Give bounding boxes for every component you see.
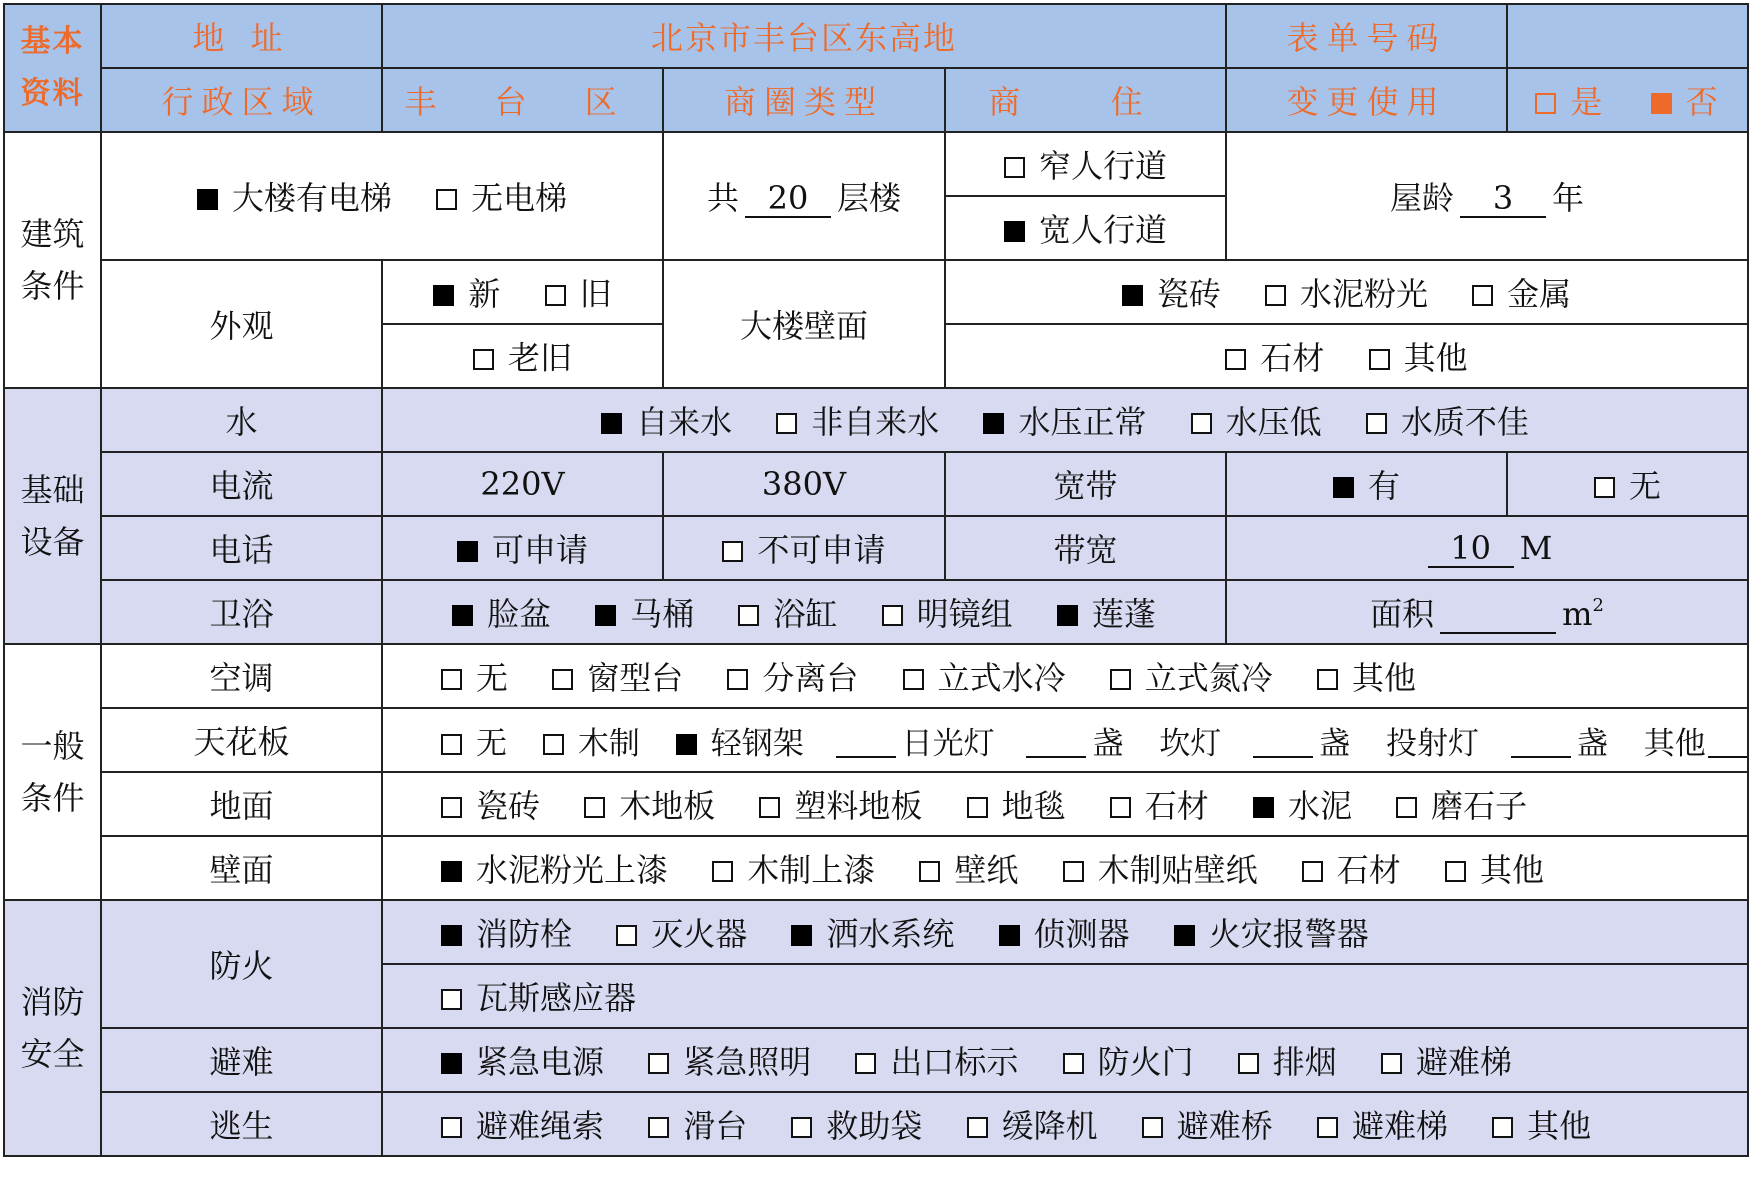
bath-opt-bathtub[interactable]: 浴缸 [738,589,837,635]
checkbox-icon[interactable] [919,861,940,882]
wall-opt-painted-wood[interactable]: 木制上漆 [712,845,875,891]
downlight-count-blank[interactable] [1253,726,1313,758]
checkbox-icon[interactable] [543,734,564,755]
building-wall-row1 [945,260,1748,324]
checkbox-icon[interactable] [722,541,743,562]
broadband-label: 宽带 [945,452,1226,516]
checkbox-icon[interactable] [1445,861,1466,882]
floors-value[interactable]: 20 [745,180,831,218]
bandwidth-label: 带宽 [945,516,1226,580]
change-use-yes[interactable]: 是 [1535,77,1604,123]
building-wall-row2 [945,324,1748,388]
form-number-value[interactable] [1507,4,1748,68]
power-label: 电流 [101,452,382,516]
checkbox-icon[interactable] [1225,349,1246,370]
escape-opt-descender[interactable]: 缓降机 [967,1101,1098,1147]
wall-options [382,836,1748,900]
fluorescent-unit-blank[interactable] [1026,726,1086,758]
escape-options [382,1092,1748,1156]
wall-opt-other[interactable]: 其他 [1445,845,1544,891]
checkbox-icon[interactable] [759,797,780,818]
checkbox-icon[interactable] [1535,93,1556,114]
checkbox-checked-icon[interactable] [601,413,622,434]
checkbox-checked-icon[interactable] [441,861,462,882]
appearance-new[interactable]: 新 [433,269,500,315]
floor-opt-stone[interactable]: 石材 [1110,781,1209,827]
checkbox-checked-icon[interactable] [676,734,697,755]
bandwidth-cell: 10 M [1226,516,1748,580]
address-value: 北京市丰台区东高地 [382,4,1226,68]
form-number-label: 表单号码 [1226,4,1507,68]
wall-cement[interactable]: 水泥粉光 [1265,269,1428,315]
checkbox-icon[interactable] [903,669,924,690]
checkbox-icon[interactable] [441,669,462,690]
checkbox-checked-icon[interactable] [999,925,1020,946]
appearance-aged[interactable]: 老旧 [382,324,663,388]
checkbox-icon[interactable] [545,285,566,306]
checkbox-icon[interactable] [1063,861,1084,882]
checkbox-icon[interactable] [1381,1053,1402,1074]
broadband-no[interactable]: 无 [1507,452,1748,516]
fire-label: 防火 [101,900,382,1028]
ac-opt-split[interactable]: 分离台 [727,653,858,699]
checkbox-checked-icon[interactable] [1651,93,1672,114]
elevator-no[interactable]: 无电梯 [436,173,567,219]
escape-label: 逃生 [101,1092,382,1156]
checkbox-icon[interactable] [1063,1053,1084,1074]
ac-label: 空调 [101,644,382,708]
change-use-options [1507,68,1748,132]
checkbox-icon[interactable] [616,925,637,946]
age-value[interactable]: 3 [1460,180,1546,218]
checkbox-icon[interactable] [738,605,759,626]
gas-sensor-cell [382,964,1748,1028]
checkbox-icon[interactable] [1110,797,1131,818]
checkbox-icon[interactable] [1366,413,1387,434]
checkbox-icon[interactable] [1004,157,1025,178]
checkbox-checked-icon[interactable] [457,541,478,562]
checkbox-icon[interactable] [1142,1117,1163,1138]
appearance-new-old [382,260,663,324]
fire-options [382,900,1748,964]
checkbox-icon[interactable] [441,989,462,1010]
escape-opt-ladder[interactable]: 避难梯 [1317,1101,1448,1147]
fire-opt-hydrant[interactable]: 消防栓 [441,909,572,955]
checkbox-checked-icon[interactable] [441,1053,462,1074]
sidewalk-wide[interactable]: 宽人行道 [945,196,1226,260]
checkbox-checked-icon[interactable] [1174,925,1195,946]
checkbox-icon[interactable] [441,1117,462,1138]
refuge-opt-emergency-power[interactable]: 紧急电源 [441,1037,604,1083]
phone-label: 电话 [101,516,382,580]
water-opt-normal-pressure[interactable]: 水压正常 [983,397,1146,443]
checkbox-checked-icon[interactable] [197,189,218,210]
checkbox-icon[interactable] [712,861,733,882]
wall-other[interactable]: 其他 [1369,333,1468,379]
checkbox-icon[interactable] [967,1117,988,1138]
floor-opt-tile[interactable]: 瓷砖 [441,781,540,827]
checkbox-icon[interactable] [1369,349,1390,370]
escape-opt-slide[interactable]: 滑台 [648,1101,747,1147]
checkbox-icon[interactable] [436,189,457,210]
section-infrastructure: 基础设备 [4,388,101,644]
ac-opt-none[interactable]: 无 [441,653,508,699]
checkbox-icon[interactable] [648,1053,669,1074]
district-type-value: 商 住 [945,68,1226,132]
checkbox-checked-icon[interactable] [791,925,812,946]
spotlight-count-blank[interactable] [1511,726,1571,758]
checkbox-checked-icon[interactable] [1333,477,1354,498]
appearance-label: 外观 [101,260,382,388]
fire-opt-extinguisher[interactable]: 灭火器 [616,909,747,955]
bath-opt-shower[interactable]: 莲蓬 [1057,589,1156,635]
checkbox-checked-icon[interactable] [1004,221,1025,242]
water-options [382,388,1748,452]
refuge-label: 避难 [101,1028,382,1092]
ac-options [382,644,1748,708]
checkbox-icon[interactable] [584,797,605,818]
refuge-opt-fire-door[interactable]: 防火门 [1063,1037,1194,1083]
wall-opt-painted-cement[interactable]: 水泥粉光上漆 [441,845,668,891]
floor-options [382,772,1748,836]
checkbox-icon[interactable] [776,413,797,434]
wall-opt-wallpaper[interactable]: 壁纸 [919,845,1018,891]
checkbox-icon[interactable] [855,1053,876,1074]
elevator-yes[interactable]: 大楼有电梯 [197,173,392,219]
bath-opt-toilet[interactable]: 马桶 [595,589,694,635]
elevator-cell [101,132,663,260]
escape-opt-bridge[interactable]: 避难桥 [1142,1101,1273,1147]
ceiling-opt-wood[interactable]: 木制 [543,718,640,763]
building-wall-label: 大楼壁面 [663,260,945,388]
floor-opt-terrazzo[interactable]: 磨石子 [1396,781,1527,827]
checkbox-checked-icon[interactable] [441,925,462,946]
checkbox-icon[interactable] [1492,1117,1513,1138]
ceiling-opt-none[interactable]: 无 [441,718,507,763]
water-opt-tap[interactable]: 自来水 [601,397,732,443]
escape-opt-other[interactable]: 其他 [1492,1101,1591,1147]
bath-opt-mirror[interactable]: 明镜组 [882,589,1013,635]
checkbox-icon[interactable] [1317,1117,1338,1138]
fluorescent-count-blank[interactable] [836,726,896,758]
checkbox-icon[interactable] [441,797,462,818]
refuge-opt-exit-sign[interactable]: 出口标示 [855,1037,1018,1083]
checkbox-icon[interactable] [1317,669,1338,690]
power-380: 380V [663,452,945,516]
floor-opt-wood[interactable]: 木地板 [584,781,715,827]
checkbox-checked-icon[interactable] [1253,797,1274,818]
fire-opt-gas-sensor[interactable]: 瓦斯感应器 [441,973,636,1019]
district-label: 行政区域 [101,68,382,132]
checkbox-icon[interactable] [882,605,903,626]
checkbox-icon[interactable] [967,797,988,818]
fire-opt-alarm[interactable]: 火灾报警器 [1174,909,1369,955]
wall-tile[interactable]: 瓷砖 [1122,269,1221,315]
change-use-no[interactable]: 否 [1651,77,1720,123]
checkbox-icon[interactable] [1110,669,1131,690]
ceiling-options: 无 木制 轻钢架 日光灯 盏 坎灯 盏 投射灯 盏 其他 [382,708,1748,772]
fire-opt-detector[interactable]: 侦测器 [999,909,1130,955]
checkbox-checked-icon[interactable] [1122,285,1143,306]
section-fire-safety: 消防安全 [4,900,101,1156]
water-label: 水 [101,388,382,452]
age-cell: 屋龄 3 年 [1226,132,1748,260]
escape-opt-rope[interactable]: 避难绳索 [441,1101,604,1147]
ceiling-label: 天花板 [101,708,382,772]
checkbox-icon[interactable] [1265,285,1286,306]
phone-yes[interactable]: 可申请 [382,516,663,580]
floors-cell: 共 20 层楼 [663,132,945,260]
refuge-options [382,1028,1748,1092]
district-type-label: 商圈类型 [663,68,945,132]
checkbox-checked-icon[interactable] [433,285,454,306]
bath-options [382,580,1226,644]
floor-opt-plastic[interactable]: 塑料地板 [759,781,922,827]
property-survey-form [3,3,1749,1157]
refuge-opt-escape-stair[interactable]: 避难梯 [1381,1037,1512,1083]
bandwidth-value[interactable]: 10 [1428,530,1514,568]
floor-label: 地面 [101,772,382,836]
checkbox-icon[interactable] [1472,285,1493,306]
escape-opt-rescue-bag[interactable]: 救助袋 [791,1101,922,1147]
district-value: 丰 台 区 [382,68,663,132]
fire-opt-sprinkler[interactable]: 洒水系统 [791,909,954,955]
checkbox-checked-icon[interactable] [1057,605,1078,626]
change-use-label: 变更使用 [1226,68,1507,132]
water-opt-low-pressure[interactable]: 水压低 [1191,397,1322,443]
checkbox-icon[interactable] [1396,797,1417,818]
sidewalk-narrow[interactable]: 窄人行道 [945,132,1226,196]
checkbox-icon[interactable] [727,669,748,690]
checkbox-icon[interactable] [1302,861,1323,882]
wall-metal[interactable]: 金属 [1472,269,1571,315]
checkbox-icon[interactable] [1191,413,1212,434]
checkbox-icon[interactable] [552,669,573,690]
checkbox-checked-icon[interactable] [983,413,1004,434]
refuge-opt-smoke-exhaust[interactable]: 排烟 [1238,1037,1337,1083]
power-220: 220V [382,452,663,516]
bath-opt-basin[interactable]: 脸盆 [452,589,551,635]
ac-opt-nitrogen-cooled[interactable]: 立式氮冷 [1110,653,1273,699]
appearance-old[interactable]: 旧 [545,269,612,315]
checkbox-icon[interactable] [473,349,494,370]
water-opt-poor-quality[interactable]: 水质不佳 [1366,397,1529,443]
checkbox-icon[interactable] [791,1117,812,1138]
checkbox-icon[interactable] [441,734,462,755]
checkbox-checked-icon[interactable] [452,605,473,626]
ac-opt-other[interactable]: 其他 [1317,653,1416,699]
address-label: 地 址 [101,4,382,68]
refuge-opt-emergency-light[interactable]: 紧急照明 [648,1037,811,1083]
checkbox-icon[interactable] [1594,477,1615,498]
ac-opt-water-cooled[interactable]: 立式水冷 [903,653,1066,699]
floor-opt-cement[interactable]: 水泥 [1253,781,1352,827]
phone-no[interactable]: 不可申请 [663,516,945,580]
section-basic-info: 基本资料 [4,4,101,132]
water-opt-non-tap[interactable]: 非自来水 [776,397,939,443]
area-value[interactable] [1440,596,1556,634]
wall-opt-wood-wallpaper[interactable]: 木制贴壁纸 [1063,845,1258,891]
wall-label: 壁面 [101,836,382,900]
ac-opt-window[interactable]: 窗型台 [552,653,683,699]
checkbox-icon[interactable] [648,1117,669,1138]
floor-opt-carpet[interactable]: 地毯 [967,781,1066,827]
checkbox-checked-icon[interactable] [595,605,616,626]
wall-stone[interactable]: 石材 [1225,333,1324,379]
bath-label: 卫浴 [101,580,382,644]
section-general: 一般条件 [4,644,101,900]
checkbox-icon[interactable] [1238,1053,1259,1074]
ceiling-other-blank[interactable] [1708,726,1748,758]
broadband-yes[interactable]: 有 [1226,452,1507,516]
area-cell: 面积 $m^2$ [1226,580,1748,644]
wall-opt-stone[interactable]: 石材 [1302,845,1401,891]
ceiling-opt-steel[interactable]: 轻钢架 [676,718,804,763]
section-building: 建筑条件 [4,132,101,388]
